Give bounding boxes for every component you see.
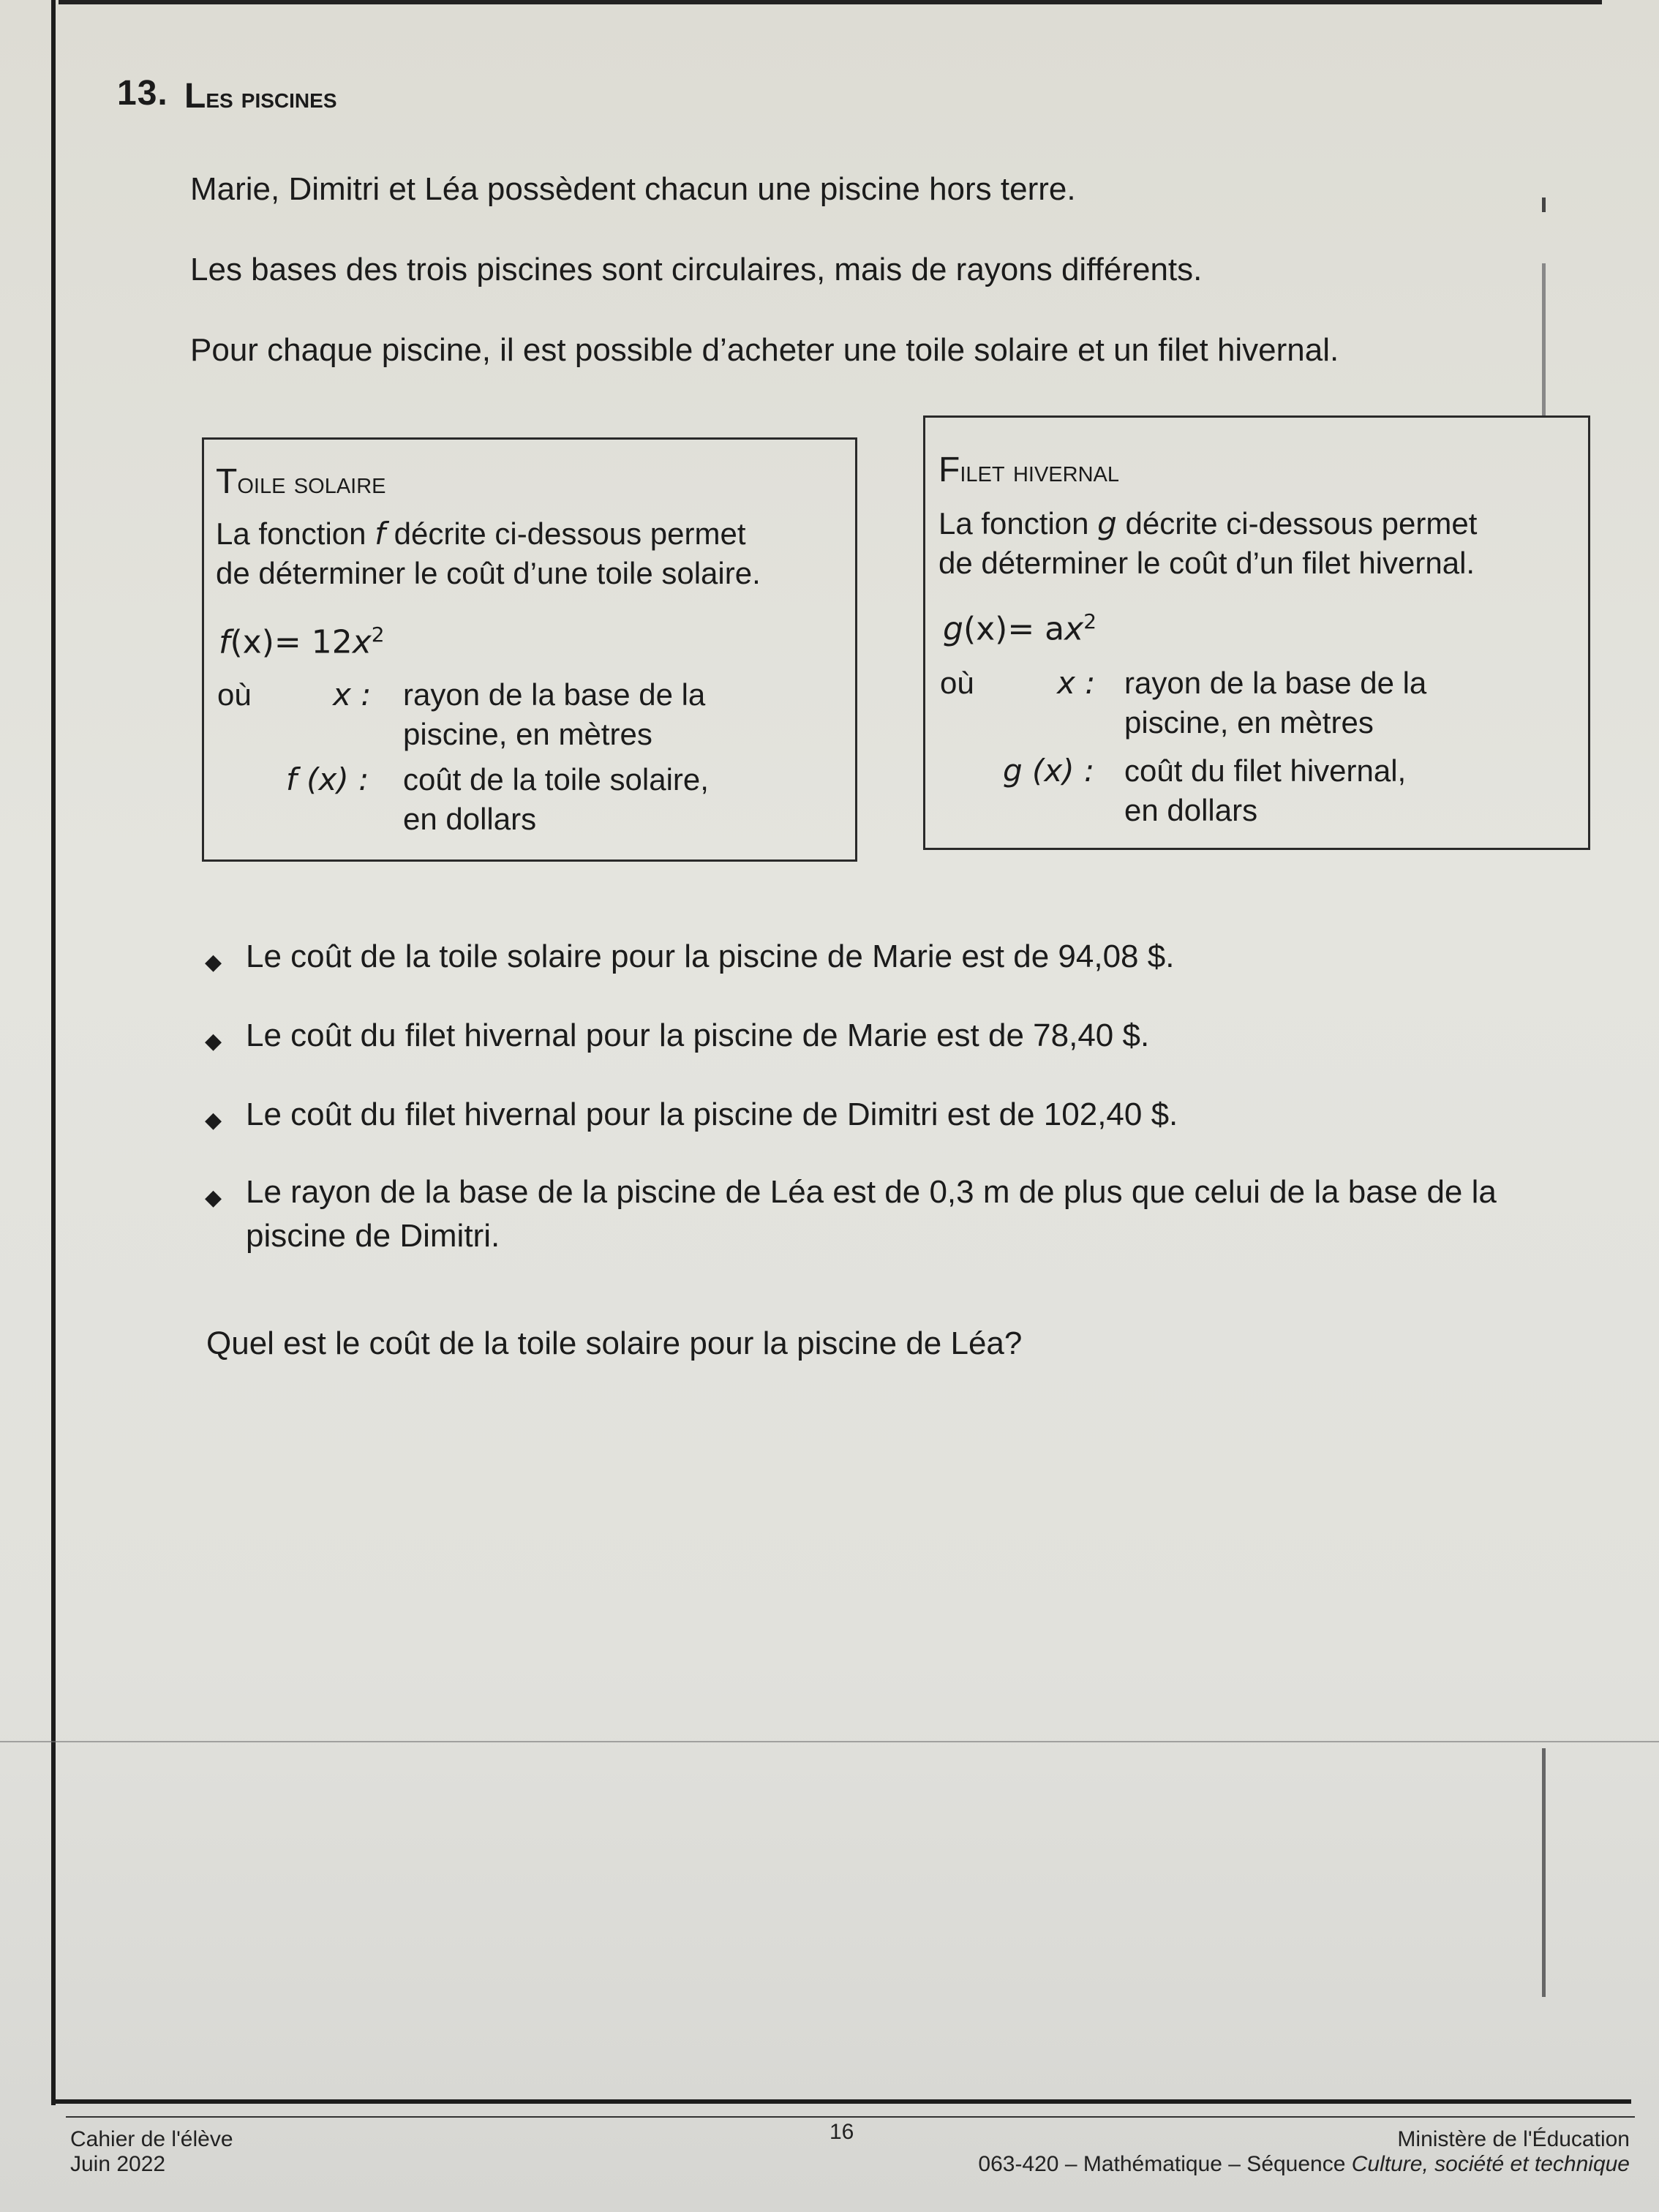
winter-net-box bbox=[923, 415, 1590, 850]
margin-mark bbox=[1542, 1748, 1546, 1997]
footer-booklet: Cahier de l'élève bbox=[70, 2127, 233, 2151]
diamond-bullet-icon: ◆ bbox=[205, 1029, 222, 1053]
solar-formula-exponent: 2 bbox=[371, 622, 385, 647]
winter-def-g-text bbox=[1124, 751, 1406, 830]
footer-course-sequence: Culture, société et technique bbox=[1351, 2152, 1630, 2176]
winter-net-heading bbox=[938, 450, 1119, 490]
winter-formula-exponent: 2 bbox=[1083, 609, 1097, 633]
solar-cover-heading bbox=[216, 462, 386, 502]
solar-cover-heading-initial: T bbox=[216, 462, 238, 501]
solar-def-f-line2: en dollars bbox=[403, 802, 537, 836]
winter-formula-rhs: = a bbox=[1007, 610, 1065, 648]
winter-formula-var: x bbox=[1064, 610, 1084, 648]
solar-func-name: f bbox=[375, 516, 385, 552]
solar-def-f-line1: coût de la toile solaire, bbox=[403, 762, 709, 797]
fact-text: Le coût de la toile solaire pour la piscine de Marie est de 94,08 $. bbox=[246, 938, 1175, 974]
winter-net-heading-rest: ilet hivernal bbox=[960, 454, 1120, 488]
winter-desc-part: décrite ci-dessous permet bbox=[1116, 506, 1478, 541]
solar-formula-arg: (x) bbox=[230, 623, 274, 661]
winter-desc-part: La fonction bbox=[938, 506, 1098, 541]
solar-def-x-line2: piscine, en mètres bbox=[403, 717, 652, 751]
winter-net-heading-initial: F bbox=[938, 451, 960, 489]
solar-cover-box bbox=[202, 437, 857, 862]
winter-def-x-line2: piscine, en mètres bbox=[1124, 705, 1374, 740]
top-rule bbox=[59, 0, 1602, 4]
solar-def-x-line1: rayon de la base de la bbox=[403, 677, 706, 712]
winter-func-name: g bbox=[1097, 505, 1117, 541]
diamond-bullet-icon: ◆ bbox=[205, 1186, 222, 1210]
winter-def-g-line2: en dollars bbox=[1124, 793, 1258, 827]
solar-formula-rhs: = 12 bbox=[274, 623, 353, 661]
footer-right bbox=[978, 2127, 1630, 2177]
footer-rule bbox=[66, 2116, 1635, 2118]
question-title-initial: L bbox=[184, 77, 206, 116]
winter-def-g-symbol: g (x) : bbox=[1003, 753, 1095, 789]
footer-date: Juin 2022 bbox=[70, 2152, 166, 2176]
question-number: 13. bbox=[117, 74, 168, 113]
frame-left-border bbox=[51, 0, 56, 2105]
winter-def-x-symbol: x : bbox=[1057, 665, 1096, 701]
solar-def-x-symbol: x : bbox=[333, 677, 372, 712]
solar-def-x-text bbox=[403, 675, 705, 754]
diamond-bullet-icon: ◆ bbox=[205, 1108, 222, 1132]
fact-text: Le coût du filet hivernal pour la piscine de Marie est de 78,40 $. bbox=[246, 1017, 1150, 1053]
solar-cover-heading-rest: oile solaire bbox=[237, 466, 386, 500]
winter-formula-fn: g bbox=[943, 610, 963, 648]
question-title-rest: es piscines bbox=[206, 82, 337, 114]
footer-course-code: 063-420 – Mathématique – Séquence bbox=[978, 2152, 1352, 2176]
page-number: 16 bbox=[830, 2120, 854, 2144]
footer-left bbox=[70, 2127, 233, 2177]
solar-desc-line2: de déterminer le coût d’une toile solaire. bbox=[216, 556, 761, 590]
fact-text: Le coût du filet hivernal pour la piscine de Dimitri est de 102,40 $. bbox=[246, 1096, 1178, 1132]
margin-mark bbox=[1542, 198, 1546, 212]
solar-desc-part: La fonction bbox=[216, 516, 375, 551]
intro-paragraph: Pour chaque piscine, il est possible d’acheter une toile solaire et un filet hivernal. bbox=[190, 332, 1339, 368]
winter-desc-line2: de déterminer le coût d’un filet hivernal. bbox=[938, 546, 1475, 580]
solar-formula-var: x bbox=[352, 623, 372, 661]
winter-def-x-text bbox=[1124, 663, 1426, 742]
winter-def-g-line1: coût du filet hivernal, bbox=[1124, 753, 1407, 788]
diamond-bullet-icon: ◆ bbox=[205, 950, 222, 974]
solar-desc-part: décrite ci-dessous permet bbox=[385, 516, 746, 551]
question-prompt: Quel est le coût de la toile solaire pour la piscine de Léa? bbox=[206, 1325, 1023, 1361]
frame-bottom-border bbox=[51, 2099, 1631, 2104]
winter-where: où bbox=[940, 666, 974, 700]
intro-paragraph: Marie, Dimitri et Léa possèdent chacun une piscine hors terre. bbox=[190, 171, 1076, 207]
solar-formula bbox=[219, 622, 385, 661]
footer-ministry: Ministère de l'Éducation bbox=[1397, 2127, 1630, 2151]
winter-formula-arg: (x) bbox=[963, 610, 1008, 648]
winter-net-description bbox=[938, 504, 1477, 583]
winter-def-x-line1: rayon de la base de la bbox=[1124, 666, 1427, 700]
solar-def-f-text bbox=[403, 760, 709, 839]
solar-cover-description bbox=[216, 514, 761, 593]
question-title bbox=[184, 76, 337, 116]
solar-formula-fn: f bbox=[219, 623, 230, 661]
solar-def-f-symbol: f (x) : bbox=[286, 761, 369, 797]
paper-fold-line bbox=[0, 1741, 1659, 1742]
fact-text: Le rayon de la base de la piscine de Léa est de 0,3 m de plus que celui de la base de la piscine de Dimitri. bbox=[246, 1174, 1497, 1254]
winter-formula bbox=[943, 609, 1096, 648]
margin-mark bbox=[1542, 263, 1546, 417]
solar-where: où bbox=[217, 677, 252, 712]
intro-paragraph: Les bases des trois piscines sont circulaires, mais de rayons différents. bbox=[190, 252, 1203, 287]
